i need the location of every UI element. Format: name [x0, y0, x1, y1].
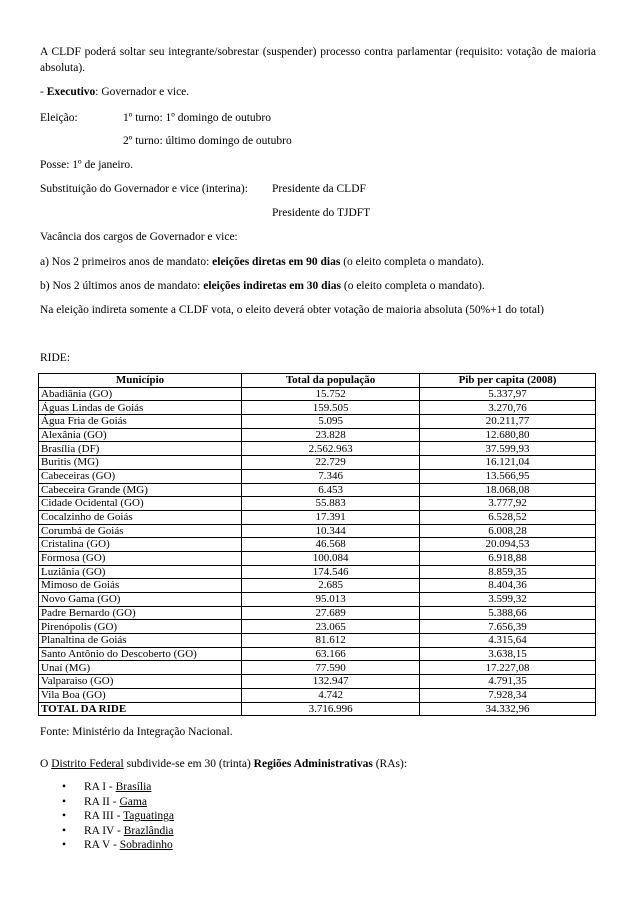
cell-pib: 5.388,66 — [420, 606, 596, 620]
table-row — [39, 661, 596, 675]
cell-municipio: Novo Gama (GO) — [39, 593, 242, 607]
cell-municipio: Formosa (GO) — [39, 551, 242, 565]
cell-pib: 17.227,08 — [420, 661, 596, 675]
cell-populacao: 55.883 — [242, 497, 420, 511]
ride-label: RIDE: — [40, 352, 71, 364]
cell-pib: 37.599,93 — [420, 442, 596, 456]
ra-link[interactable]: Brasília — [115, 781, 152, 793]
table-row — [39, 415, 596, 429]
table-row — [39, 442, 596, 456]
cell-municipio: Padre Bernardo (GO) — [39, 606, 242, 620]
cell-populacao: 63.166 — [242, 647, 420, 661]
cell-populacao: 2.562.963 — [242, 442, 420, 456]
cell-populacao: 23.828 — [242, 428, 420, 442]
cell-pib: 4.791,35 — [420, 675, 596, 689]
table-row — [39, 688, 596, 702]
bullet-icon: • — [62, 795, 67, 808]
list-item — [40, 838, 174, 853]
ra-prefix: RA IV - — [84, 824, 124, 837]
cell-pib: 16.121,04 — [420, 456, 596, 470]
cell-pib: 12.680,80 — [420, 428, 596, 442]
table-row — [39, 401, 596, 415]
ra-link[interactable]: Taguatinga — [123, 810, 175, 823]
header-pib: Pib per capita (2008) — [420, 374, 596, 388]
paragraph-executivo: - Executivo: Governador e vice. — [40, 86, 190, 98]
cell-populacao: 7.346 — [242, 469, 420, 483]
cell-pib: 5.337,97 — [420, 387, 596, 401]
cell-municipio: Santo Antônio do Descoberto (GO) — [39, 647, 242, 661]
cell-populacao: 100.084 — [242, 551, 420, 565]
list-item — [40, 780, 174, 795]
cell-pib: 18.068,08 — [420, 483, 596, 497]
cell-pib: 20.094,53 — [420, 538, 596, 552]
cell-municipio: Alexânia (GO) — [39, 428, 242, 442]
ra-prefix: RA II - — [84, 795, 120, 808]
table-row — [39, 606, 596, 620]
ra-prefix: RA III - — [84, 810, 124, 823]
cell-pib: 7.928,34 — [420, 688, 596, 702]
cell-municipio: Cabeceira Grande (MG) — [39, 483, 242, 497]
ra-prefix: RA V - — [84, 839, 120, 852]
eleicao-turno2: 2º turno: último domingo de outubro — [123, 135, 292, 147]
substituicao-item2: Presidente do TJDFT — [272, 207, 371, 219]
table-row — [39, 497, 596, 511]
cell-populacao: 27.689 — [242, 606, 420, 620]
cell-populacao: 4.742 — [242, 688, 420, 702]
ride-table-body — [39, 387, 596, 716]
bullet-icon: • — [62, 839, 67, 852]
cell-municipio: Corumbá de Goiás — [39, 524, 242, 538]
table-row — [39, 510, 596, 524]
cell-populacao: 2.685 — [242, 579, 420, 593]
cell-populacao: 77.590 — [242, 661, 420, 675]
bullet-icon: • — [62, 824, 67, 837]
table-row — [39, 387, 596, 401]
cell-populacao: 46.568 — [242, 538, 420, 552]
cell-municipio: Cristalina (GO) — [39, 538, 242, 552]
cell-pib: 6.918,88 — [420, 551, 596, 565]
ra-list — [40, 780, 174, 853]
table-row — [39, 456, 596, 470]
paragraph-regioes-administrativas: O Distrito Federal subdivide-se em 30 (trinta) Regiões Administrativas (RAs): — [40, 758, 408, 770]
cell-municipio: Cocalzinho de Goiás — [39, 510, 242, 524]
cell-populacao: 10.344 — [242, 524, 420, 538]
bullet-icon: • — [62, 781, 67, 793]
table-row — [39, 538, 596, 552]
ra-link[interactable]: Brazlândia — [123, 824, 174, 837]
item-a: a) Nos 2 primeiros anos de mandato: eleições diretas em 90 dias (o eleito completa o mandato). — [40, 256, 485, 268]
cell-pib: 3.599,32 — [420, 593, 596, 607]
cell-municipio: Brasília (DF) — [39, 442, 242, 456]
table-row — [39, 469, 596, 483]
cell-pib: 8.859,35 — [420, 565, 596, 579]
cell-pib: 6.008,28 — [420, 524, 596, 538]
cell-municipio: Águas Lindas de Goiás — [39, 401, 242, 415]
ra-prefix: RA I - — [84, 781, 116, 793]
table-row — [39, 551, 596, 565]
cell-populacao: 132.947 — [242, 675, 420, 689]
paragraph-cldf-text: A CLDF poderá soltar seu integrante/sobrestar (suspender) processo contra parlamentar (requisito: votação de maioria absoluta). — [40, 46, 596, 74]
cell-pib: 6.528,52 — [420, 510, 596, 524]
header-populacao: Total da população — [242, 374, 420, 388]
list-item — [40, 824, 174, 839]
cell-municipio: Água Fria de Goiás — [39, 415, 242, 429]
cell-municipio: Planaltina de Goiás — [39, 634, 242, 648]
cell-populacao: 81.612 — [242, 634, 420, 648]
cell-populacao: 174.546 — [242, 565, 420, 579]
table-row — [39, 524, 596, 538]
cell-municipio: Vila Boa (GO) — [39, 688, 242, 702]
cell-municipio: Mimoso de Goiás — [39, 579, 242, 593]
total-pib: 34.332,96 — [420, 702, 596, 716]
substituicao-label: Substituição do Governador e vice (interina): — [40, 183, 248, 195]
cell-pib: 4.315,64 — [420, 634, 596, 648]
cell-populacao: 159.505 — [242, 401, 420, 415]
cell-populacao: 17.391 — [242, 510, 420, 524]
table-total-row — [39, 702, 596, 716]
item-b: b) Nos 2 últimos anos de mandato: eleições indiretas em 30 dias (o eleito completa o mandato). — [40, 280, 485, 292]
cell-populacao: 23.065 — [242, 620, 420, 634]
table-header-row — [39, 374, 596, 388]
cell-populacao: 22.729 — [242, 456, 420, 470]
total-populacao: 3.716.996 — [242, 702, 420, 716]
header-municipio: Município — [39, 374, 242, 388]
table-row — [39, 647, 596, 661]
list-item — [40, 795, 174, 810]
cell-populacao: 5.095 — [242, 415, 420, 429]
executivo-label: Executivo — [46, 86, 96, 98]
cell-pib: 3.270,76 — [420, 401, 596, 415]
cell-pib: 20.211,77 — [420, 415, 596, 429]
table-source: Fonte: Ministério da Integração Nacional. — [40, 726, 233, 738]
paragraph-posse: Posse: 1º de janeiro. — [40, 159, 133, 171]
paragraph-eleicao-indireta: Na eleição indireta somente a CLDF vota, o eleito deverá obter votação de maioria absoluta (50%+1 do total) — [40, 304, 545, 316]
cell-populacao: 6.453 — [242, 483, 420, 497]
bullet-icon: • — [62, 810, 67, 823]
paragraph-vacancia: Vacância dos cargos de Governador e vice: — [40, 231, 238, 243]
cell-municipio: Pirenópolis (GO) — [39, 620, 242, 634]
cell-municipio: Valparaiso (GO) — [39, 675, 242, 689]
cell-municipio: Cabeceiras (GO) — [39, 469, 242, 483]
cell-municipio: Abadiânia (GO) — [39, 387, 242, 401]
table-row — [39, 593, 596, 607]
cell-populacao: 15.752 — [242, 387, 420, 401]
cell-municipio: Unaí (MG) — [39, 661, 242, 675]
table-row — [39, 579, 596, 593]
paragraph-cldf — [40, 44, 596, 76]
ra-link[interactable]: Gama — [119, 795, 147, 808]
cell-municipio: Buritis (MG) — [39, 456, 242, 470]
table-row — [39, 675, 596, 689]
table-row — [39, 565, 596, 579]
cell-municipio: Luziânia (GO) — [39, 565, 242, 579]
substituicao-item1: Presidente da CLDF — [272, 183, 366, 195]
cell-populacao: 95.013 — [242, 593, 420, 607]
cell-pib: 7.656,39 — [420, 620, 596, 634]
cell-municipio: Cidade Ocidental (GO) — [39, 497, 242, 511]
cell-pib: 3.638,15 — [420, 647, 596, 661]
table-row — [39, 620, 596, 634]
cell-pib: 8.404,36 — [420, 579, 596, 593]
list-item — [40, 809, 174, 824]
ride-table — [38, 373, 596, 716]
eleicao-turno1: 1º turno: 1º domingo de outubro — [123, 112, 271, 124]
ra-link[interactable]: Sobradinho — [119, 839, 173, 852]
total-label: TOTAL DA RIDE — [39, 702, 242, 716]
eleicao-label: Eleição: — [40, 112, 78, 124]
cell-pib: 13.566,95 — [420, 469, 596, 483]
table-row — [39, 483, 596, 497]
link-distrito-federal[interactable]: Distrito Federal — [51, 758, 124, 770]
cell-pib: 3.777,92 — [420, 497, 596, 511]
table-row — [39, 634, 596, 648]
table-row — [39, 428, 596, 442]
